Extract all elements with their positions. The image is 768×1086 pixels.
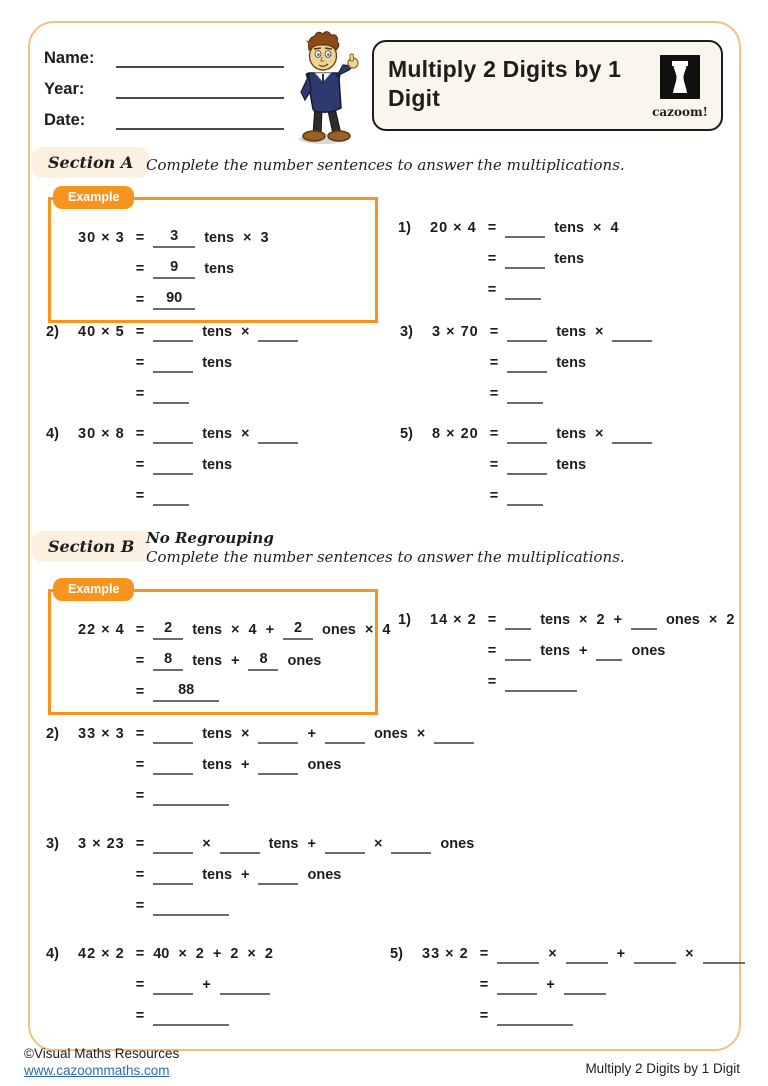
equation-term: tens: [202, 324, 233, 340]
equation-line: [136, 609, 391, 640]
equation-term: ones: [307, 867, 342, 883]
answer-blank[interactable]: [507, 321, 547, 342]
answer-blank[interactable]: [497, 974, 537, 995]
equation-term: +: [307, 836, 316, 852]
equation-term: ×: [373, 836, 383, 852]
example-b-equation: [78, 609, 391, 702]
equation-line: [136, 933, 273, 964]
equation-term: tens: [202, 426, 233, 442]
equation-term: +: [241, 757, 250, 773]
mascot-boy-illustration: [281, 30, 365, 146]
equals-sign: =: [479, 946, 489, 962]
equation-term: tens: [202, 726, 233, 742]
equation-lhs: 40 × 5: [78, 324, 125, 340]
problem-b2: [46, 713, 474, 806]
equals-sign: =: [135, 230, 145, 246]
equals-sign: =: [489, 457, 499, 473]
answer-blank[interactable]: [258, 423, 298, 444]
equation-term: ones: [307, 757, 342, 773]
equals-sign: =: [135, 488, 145, 504]
cazoom-drum-icon: [660, 55, 700, 99]
name-label: Name:: [44, 49, 95, 67]
answer-blank[interactable]: [505, 217, 545, 238]
equation-term: ×: [178, 946, 187, 962]
answer-blank[interactable]: [566, 943, 608, 964]
problem-b3: [46, 823, 474, 916]
answer-blank[interactable]: [505, 609, 531, 630]
answer-blank[interactable]: [153, 454, 193, 475]
section-a-label: Section A: [32, 147, 149, 178]
equation-lhs: 33 × 3: [78, 726, 125, 742]
problem-a4: [46, 413, 298, 506]
equation-line: [488, 207, 619, 238]
equation-term: +: [231, 653, 240, 669]
equation-term: 2: [726, 612, 735, 628]
equation-term: ×: [595, 324, 604, 340]
answer-blank[interactable]: [153, 754, 193, 775]
copyright-text: ©Visual Maths Resources: [24, 1046, 180, 1061]
answer-blank[interactable]: [220, 833, 260, 854]
problem-number: 2): [46, 324, 59, 340]
answer-blank[interactable]: [505, 671, 577, 692]
equation-term: ×: [595, 426, 604, 442]
equals-sign: =: [135, 977, 145, 993]
answer-blank[interactable]: [703, 943, 745, 964]
example-filled-blank: 9: [153, 258, 195, 279]
equation-lhs: 42 × 2: [78, 946, 125, 962]
problem-a5: [400, 413, 652, 506]
name-field-row: [44, 44, 284, 68]
equation-line: [136, 744, 475, 775]
equals-sign: =: [135, 457, 145, 473]
equation-term: +: [546, 977, 555, 993]
equation-line: [480, 995, 745, 1026]
equation-line: [490, 444, 653, 475]
equation-term: tens: [202, 867, 233, 883]
equation-term: 4: [248, 622, 257, 638]
answer-blank[interactable]: [507, 352, 547, 373]
example-filled-blank: 3: [153, 227, 195, 248]
equation-term: ×: [579, 612, 588, 628]
problem-b4: [46, 933, 273, 1026]
answer-blank[interactable]: [258, 723, 298, 744]
equals-sign: =: [135, 946, 145, 962]
equation-term: +: [202, 977, 211, 993]
problem-b5: [390, 933, 745, 1026]
equation-lhs: 14 × 2: [430, 612, 477, 628]
section-a-instruction: Complete the number sentences to answer the multiplications.: [146, 156, 625, 174]
equation-term: ×: [708, 612, 718, 628]
equals-sign: =: [479, 977, 489, 993]
equation-lhs: 8 × 20: [432, 426, 479, 442]
example-filled-blank: 2: [283, 619, 313, 640]
problem-number: 1): [398, 612, 411, 628]
equation-term: ones: [666, 612, 700, 628]
answer-blank[interactable]: [505, 640, 531, 661]
equation-term: tens: [556, 324, 587, 340]
equation-lines: [480, 933, 745, 1026]
equation-term: tens: [540, 612, 571, 628]
equals-sign: =: [135, 355, 145, 371]
equation-lines: [136, 311, 299, 404]
equals-sign: =: [135, 898, 145, 914]
equation-term: tens: [202, 457, 233, 473]
date-label: Date:: [44, 111, 86, 129]
example-filled-blank: 90: [153, 289, 195, 310]
equation-lines: [136, 823, 475, 916]
equation-lhs: 33 × 2: [422, 946, 469, 962]
answer-blank[interactable]: [507, 423, 547, 444]
date-input-line[interactable]: [116, 108, 284, 130]
equals-sign: =: [135, 386, 145, 402]
section-b-subtitle: No Regrouping: [146, 529, 274, 547]
equation-lines: [136, 933, 273, 1026]
answer-blank[interactable]: [258, 321, 298, 342]
equals-sign: =: [489, 324, 499, 340]
equals-sign: =: [487, 251, 497, 267]
name-input-line[interactable]: [116, 46, 284, 68]
example-a-equation: [78, 217, 367, 310]
equation-lhs: 3 × 23: [78, 836, 125, 852]
equals-sign: =: [489, 488, 499, 504]
equals-sign: =: [135, 867, 145, 883]
equation-term: tens: [540, 643, 571, 659]
equation-line: [136, 373, 299, 404]
equation-term: +: [241, 867, 250, 883]
example-filled-blank: 2: [153, 619, 183, 640]
answer-blank[interactable]: [153, 895, 229, 916]
answer-blank[interactable]: [153, 485, 189, 506]
answer-blank[interactable]: [505, 279, 541, 300]
answer-blank[interactable]: [497, 943, 539, 964]
answer-blank[interactable]: [564, 974, 606, 995]
equals-sign: =: [135, 261, 145, 277]
equation-term: ×: [241, 726, 250, 742]
equation-term: ×: [548, 946, 557, 962]
answer-blank[interactable]: [434, 723, 474, 744]
equals-sign: =: [135, 292, 145, 308]
year-input-line[interactable]: [116, 77, 284, 99]
example-tab: Example: [53, 578, 134, 601]
equation-line: [490, 311, 653, 342]
footer-worksheet-title: Multiply 2 Digits by 1 Digit: [585, 1061, 740, 1076]
equation-term: tens: [556, 457, 587, 473]
equation-line: [136, 444, 299, 475]
equation-term: tens: [204, 230, 235, 246]
equation-line: [136, 854, 475, 885]
answer-blank[interactable]: [153, 864, 193, 885]
equation-lines: [490, 311, 653, 404]
equation-term: tens: [268, 836, 299, 852]
equation-term: +: [265, 622, 275, 638]
equation-term: +: [307, 726, 316, 742]
example-filled-blank: 8: [248, 650, 278, 671]
equation-term: ones: [440, 836, 475, 852]
answer-blank[interactable]: [612, 423, 652, 444]
equation-line: [136, 413, 299, 444]
equation-line: [136, 885, 475, 916]
answer-blank[interactable]: [631, 609, 657, 630]
equation-term: tens: [556, 426, 587, 442]
equation-term: +: [616, 946, 626, 962]
problem-number: 1): [398, 220, 411, 236]
equation-term: ×: [364, 622, 374, 638]
equation-term: tens: [192, 653, 223, 669]
example-tab: Example: [53, 186, 134, 209]
equation-term: ones: [287, 653, 322, 669]
equation-line: [490, 373, 653, 404]
equation-term: +: [613, 612, 623, 628]
equation-line: [480, 964, 745, 995]
equation-line: [136, 217, 269, 248]
equation-term: tens: [202, 355, 233, 371]
answer-blank[interactable]: [153, 974, 193, 995]
problem-a2: [46, 311, 298, 404]
answer-blank[interactable]: [325, 723, 365, 744]
equation-term: ones: [373, 726, 408, 742]
equals-sign: =: [487, 282, 497, 298]
equation-lines: [136, 217, 269, 310]
equation-line: [488, 238, 619, 269]
equation-line: [490, 413, 653, 444]
equation-lhs: 30 × 8: [78, 426, 125, 442]
worksheet-title: Multiply 2 Digits by 1 Digit: [388, 56, 622, 111]
answer-blank[interactable]: [507, 485, 543, 506]
equation-line: [488, 630, 735, 661]
equation-term: 2: [264, 946, 273, 962]
equation-line: [136, 671, 391, 702]
equals-sign: =: [489, 426, 499, 442]
equation-lhs: 20 × 4: [430, 220, 477, 236]
equation-term: ×: [247, 946, 256, 962]
equals-sign: =: [135, 1008, 145, 1024]
equals-sign: =: [489, 355, 499, 371]
date-field-row: [44, 106, 284, 130]
equation-term: ×: [202, 836, 211, 852]
equation-line: [136, 823, 475, 854]
equation-term: tens: [192, 622, 223, 638]
equation-term: 2: [596, 612, 605, 628]
answer-blank[interactable]: [497, 1005, 573, 1026]
equation-lines: [136, 713, 475, 806]
equation-lines: [136, 609, 391, 702]
problem-number: 5): [400, 426, 413, 442]
answer-blank[interactable]: [258, 864, 298, 885]
equals-sign: =: [479, 1008, 489, 1024]
equation-term: ×: [593, 220, 602, 236]
equals-sign: =: [135, 684, 145, 700]
section-b-label: Section B: [32, 531, 150, 562]
answer-blank[interactable]: [153, 833, 193, 854]
section-b-example-box: [48, 582, 391, 715]
answer-blank[interactable]: [153, 321, 193, 342]
equation-term: ×: [231, 622, 240, 638]
equation-line: [136, 279, 269, 310]
equals-sign: =: [135, 426, 145, 442]
problem-number: 3): [46, 836, 59, 852]
equation-term: 3: [260, 230, 269, 246]
equals-sign: =: [135, 324, 145, 340]
problem-a3: [400, 311, 652, 404]
equation-line: [488, 661, 735, 692]
equation-term: tens: [202, 757, 233, 773]
answer-blank[interactable]: [505, 248, 545, 269]
cazoom-logo: [651, 55, 709, 119]
equals-sign: =: [487, 220, 497, 236]
equation-line: [136, 311, 299, 342]
equals-sign: =: [135, 788, 145, 804]
equation-term: tens: [556, 355, 587, 371]
equation-term: ones: [631, 643, 666, 659]
equation-line: [490, 475, 653, 506]
answer-blank[interactable]: [153, 1005, 229, 1026]
problem-number: 4): [46, 426, 59, 442]
equals-sign: =: [135, 653, 145, 669]
equals-sign: =: [135, 726, 145, 742]
equation-line: [490, 342, 653, 373]
answer-blank[interactable]: [153, 723, 193, 744]
equation-term: ×: [416, 726, 426, 742]
year-label: Year:: [44, 80, 85, 98]
equation-term: ones: [322, 622, 356, 638]
problem-number: 4): [46, 946, 59, 962]
answer-blank[interactable]: [391, 833, 431, 854]
equation-term: tens: [554, 251, 585, 267]
problem-number: 2): [46, 726, 59, 742]
problem-number: 5): [390, 946, 403, 962]
equation-term: 40: [153, 946, 170, 962]
equals-sign: =: [487, 674, 497, 690]
equation-lhs: 3 × 70: [432, 324, 479, 340]
equation-line: [480, 933, 745, 964]
equation-line: [136, 964, 273, 995]
answer-blank[interactable]: [153, 383, 189, 404]
answer-blank[interactable]: [153, 352, 193, 373]
answer-blank[interactable]: [507, 383, 543, 404]
equation-term: ×: [241, 426, 250, 442]
equation-line: [136, 640, 391, 671]
equation-line: [488, 269, 619, 300]
equation-line: [136, 248, 269, 279]
equation-lines: [490, 413, 653, 506]
equation-term: tens: [554, 220, 585, 236]
equation-lhs: 30 × 3: [78, 230, 125, 246]
problem-number: 3): [400, 324, 413, 340]
equation-line: [136, 475, 299, 506]
section-a-example-box: [48, 190, 378, 323]
student-info-fields: [44, 44, 284, 137]
equals-sign: =: [487, 612, 497, 628]
equation-lhs: 22 × 4: [78, 622, 125, 638]
answer-blank[interactable]: [153, 423, 193, 444]
answer-blank[interactable]: [612, 321, 652, 342]
equals-sign: =: [489, 386, 499, 402]
equation-term: +: [212, 946, 222, 962]
equation-line: [136, 713, 475, 744]
equation-lines: [488, 599, 735, 692]
equation-line: [488, 599, 735, 630]
equals-sign: =: [135, 622, 145, 638]
answer-blank[interactable]: [325, 833, 365, 854]
problem-a1: [398, 207, 619, 300]
equation-line: [136, 995, 273, 1026]
equation-term: 4: [610, 220, 619, 236]
equation-term: ×: [685, 946, 694, 962]
answer-blank[interactable]: [258, 754, 298, 775]
year-field-row: [44, 75, 284, 99]
equation-term: +: [579, 643, 588, 659]
answer-blank[interactable]: [634, 943, 676, 964]
answer-blank[interactable]: [507, 454, 547, 475]
example-filled-blank: 88: [153, 681, 219, 702]
equals-sign: =: [135, 757, 145, 773]
answer-blank[interactable]: [220, 974, 270, 995]
worksheet-title-box: [372, 40, 723, 131]
equation-term: 4: [382, 622, 391, 638]
equation-lines: [136, 413, 299, 506]
equation-term: ×: [243, 230, 252, 246]
equation-line: [136, 775, 475, 806]
example-filled-blank: 8: [153, 650, 183, 671]
equation-term: ×: [241, 324, 250, 340]
equation-term: 2: [195, 946, 204, 962]
cazoom-logo-text: cazoom!: [652, 105, 708, 119]
equation-term: 2: [230, 946, 239, 962]
section-b-instruction: Complete the number sentences to answer the multiplications.: [146, 548, 625, 566]
equation-term: tens: [204, 261, 235, 277]
equation-line: [136, 342, 299, 373]
equation-lines: [488, 207, 619, 300]
equals-sign: =: [135, 836, 145, 852]
problem-b1: [398, 599, 734, 692]
answer-blank[interactable]: [596, 640, 622, 661]
cazoommaths-link[interactable]: www.cazoommaths.com: [24, 1063, 170, 1078]
equals-sign: =: [487, 643, 497, 659]
answer-blank[interactable]: [153, 785, 229, 806]
